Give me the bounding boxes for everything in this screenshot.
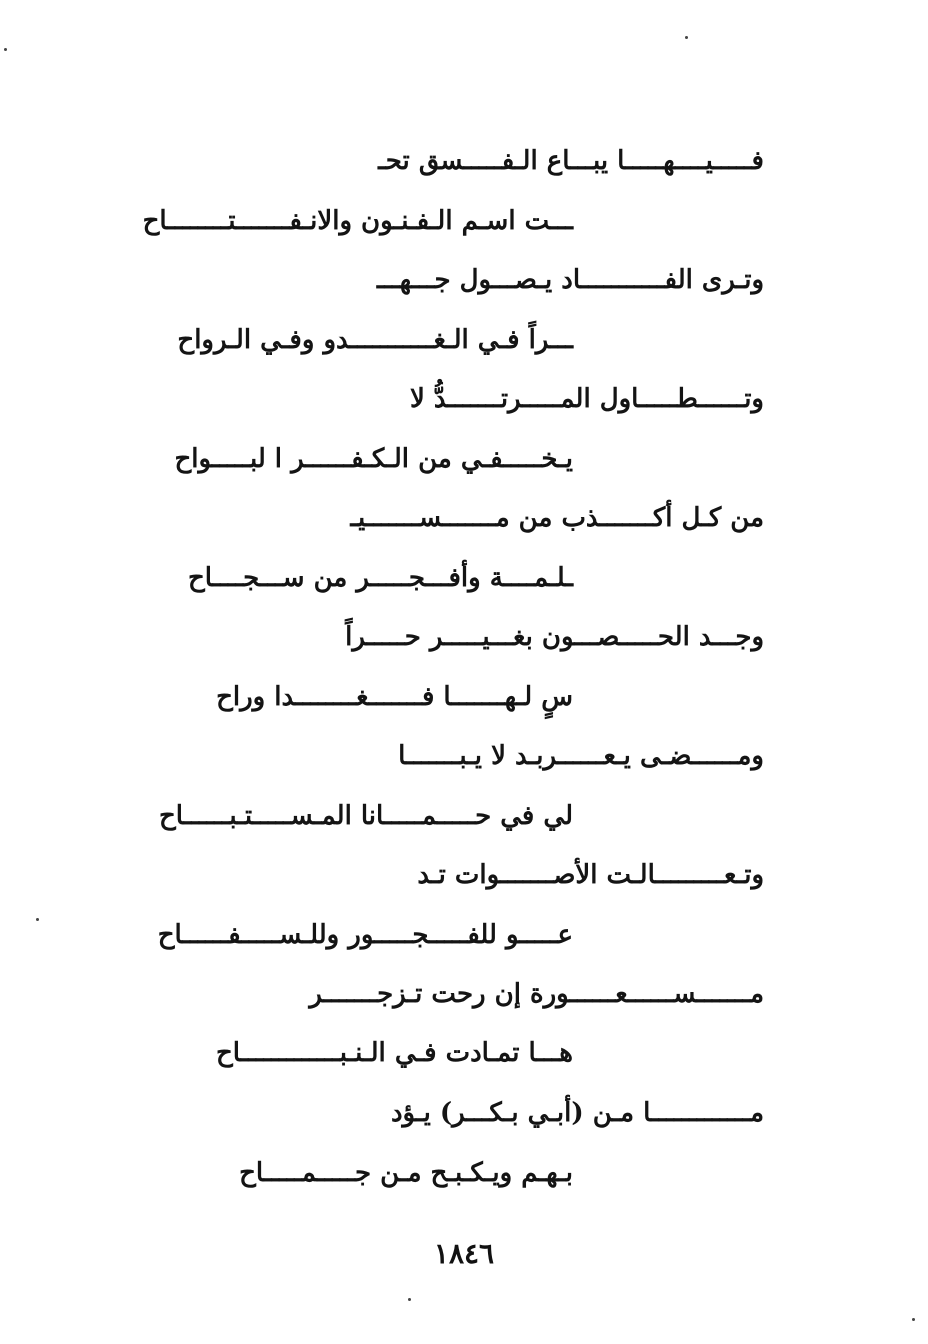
verse-line-16: هـــا تمـادت فـي الـنـبـــــــــــــاح xyxy=(215,1038,573,1068)
verse-line-9: وجـــد الحـــــصـــون بغـــيـــــر حـــــراً xyxy=(345,622,764,652)
verse-line-10: سٍ لـهـــــــا فـــــــغــــــــدا وراح xyxy=(216,682,573,712)
scan-speck xyxy=(912,1318,915,1321)
verse-line-5: وتــــــطـــــاول المـــــرتـــــــدُّ لا xyxy=(409,384,764,414)
verse-line-6: يـخـــــفـي من الـكـفــــــر ا لبـــــواح xyxy=(174,444,573,474)
verse-line-15: مـــــــســــــعــــــورة إن رحت تـزجـــــــر xyxy=(309,979,764,1009)
verse-line-14: عـــــو للفـــــجـــــور وللـســـــفــــــاح xyxy=(157,920,573,950)
verse-line-18: بـهـم ويـكـبـح مـن جـــــمـــــاح xyxy=(239,1158,573,1188)
verse-line-8: ـلـمــــة وأفـــجـــــر من ســـجــــاح xyxy=(187,563,573,593)
verse-line-7: من كـل أكـــــــذب من مـــــــســـــــيـ xyxy=(350,503,764,533)
verse-line-2: ـــت اسـم الـفـنـون والانـفـــــــتــــــــاح xyxy=(142,206,573,236)
verse-line-4: ـــراً فـي الـغـــــــــــدو وفـي الـرواح xyxy=(177,325,573,355)
scan-speck xyxy=(36,918,39,921)
verse-line-1: فـــــيــــهـــــا يبـــاع الـفـــــسق تحـ xyxy=(378,146,764,176)
scan-speck xyxy=(4,48,7,51)
scan-speck xyxy=(408,1298,411,1301)
verse-line-13: وتـعـــــــــالـت الأصـــــــوات تـد xyxy=(417,860,764,890)
scan-speck xyxy=(685,36,688,39)
verse-line-3: وتـرى الفـــــــــــاد يـصـــول جـــهـــ xyxy=(376,265,764,295)
verse-line-11: ومــــــضـى يـعــــــربـد لا يـبـــــــا xyxy=(398,741,764,771)
verse-line-17: مـــــــــــــا مـن (أبـي بـكـــر) يـؤد xyxy=(390,1098,764,1128)
page-number: ١٨٤٦ xyxy=(433,1237,495,1270)
verse-line-12: لي في حـــــمـــــانا المـســـــتـبــــــاح xyxy=(159,801,573,831)
